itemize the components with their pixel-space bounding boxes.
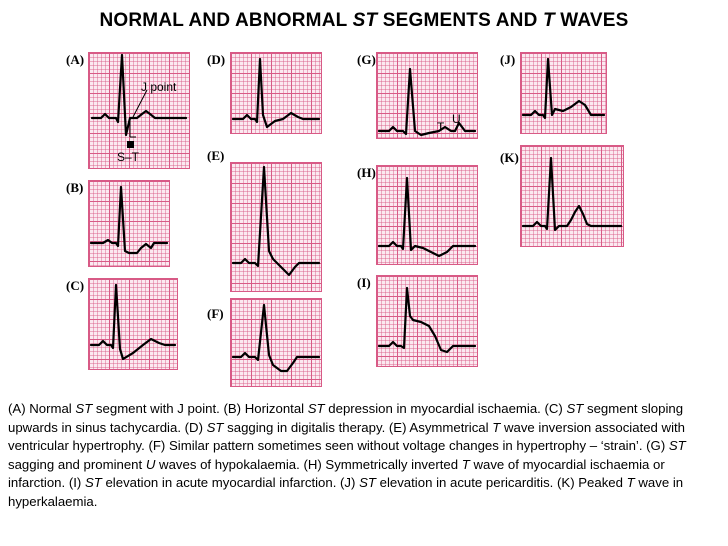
ecg-trace-c bbox=[89, 279, 177, 369]
panel-label-d: (D) bbox=[207, 52, 226, 67]
panel-label-g: (G) bbox=[357, 52, 376, 67]
panel-label-b: (B) bbox=[66, 180, 84, 195]
panel-label-k: (K) bbox=[500, 150, 519, 165]
ecg-strip-d bbox=[230, 52, 322, 134]
panel-label-j: (J) bbox=[500, 52, 516, 67]
ecg-strip-k bbox=[520, 145, 624, 247]
ecg-trace-h bbox=[377, 166, 477, 264]
panel-label-f: (F) bbox=[207, 306, 224, 321]
ecg-strip-h bbox=[376, 165, 478, 265]
ecg-trace-e bbox=[231, 163, 321, 291]
ecg-strip-c bbox=[88, 278, 178, 370]
ecg-trace-b bbox=[89, 181, 169, 266]
ecg-trace-k bbox=[521, 146, 623, 246]
ecg-strip-b bbox=[88, 180, 170, 267]
t-wave-label: T bbox=[437, 120, 445, 134]
j-point-label: J point bbox=[141, 80, 177, 94]
ecg-strip-j bbox=[520, 52, 607, 134]
ecg-trace-f bbox=[231, 299, 321, 386]
ecg-strip-g bbox=[376, 52, 478, 139]
ecg-trace-d bbox=[231, 53, 321, 133]
figure-caption: (A) Normal ST segment with J point. (B) Horizontal ST depression in myocardial ischaemia. (C) ST segment sloping upwards in sinus tachycardia. (D) ST sagging in digitalis therapy. (E) Asymmetrical T wave inversion associated with ventricular hypertrophy. (F) Similar pattern sometimes seen without voltage changes in hypertrophy – ‘strain’. (G) ST sagging and prominent U waves of hypokalaemia. (H) Symmetrically inverted T wave of myocardial ischaemia or infarction. (I) ST elevation in acute myocardial infarction. (J) ST elevation in acute pericarditis. (K) Peaked T wave in hyperkalaemia. bbox=[8, 401, 686, 509]
ecg-trace-j bbox=[521, 53, 606, 133]
u-wave-label: U bbox=[452, 112, 461, 126]
panel-label-a: (A) bbox=[66, 52, 85, 67]
ecg-strip-e bbox=[230, 162, 322, 292]
panel-label-h: (H) bbox=[357, 165, 376, 180]
s-t-segment-label: S–T bbox=[117, 150, 140, 164]
ecg-trace-g bbox=[377, 53, 477, 138]
panel-label-c: (C) bbox=[66, 278, 85, 293]
ecg-trace-i bbox=[377, 276, 477, 366]
page-title: NORMAL AND ABNORMAL ST SEGMENTS AND T WAVES bbox=[99, 10, 629, 31]
ecg-strip-f bbox=[230, 298, 322, 387]
ecg-strip-i bbox=[376, 275, 478, 367]
panel-label-e: (E) bbox=[207, 148, 225, 163]
panel-label-i: (I) bbox=[357, 275, 371, 290]
